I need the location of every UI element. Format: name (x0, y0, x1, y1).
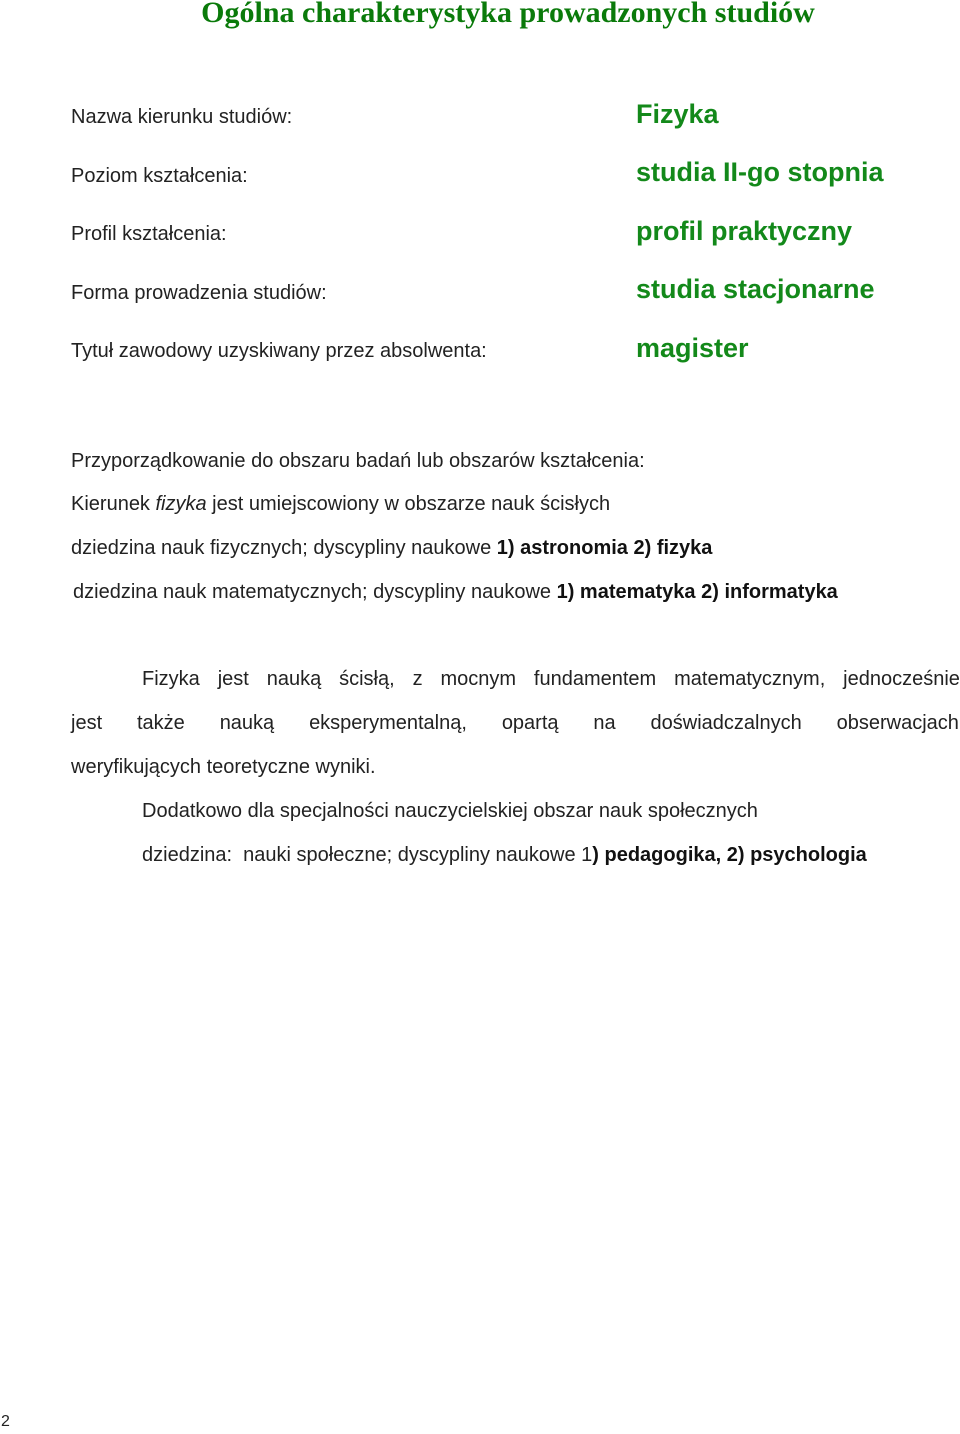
value-tytul: magister (636, 333, 749, 363)
word: nauką (266, 668, 322, 690)
word: jest (217, 668, 249, 690)
word: także (137, 712, 185, 734)
matematyczne-text: dziedzina nauk matematycznych; dyscypliny naukowe (73, 581, 557, 603)
value-kierunek: Fizyka (636, 99, 719, 129)
kierunek-prefix: Kierunek (71, 493, 156, 515)
dziedzina-spoleczna-disciplines: ) pedagogika, 2) psychologia (592, 844, 867, 866)
description-line-3: weryfikujących teoretyczne wyniki. (71, 756, 376, 778)
word: eksperymentalną, (309, 712, 467, 734)
dziedzina-spoleczna (142, 844, 867, 867)
kierunek-italic: fizyka (155, 493, 207, 515)
word: fundamentem (533, 668, 657, 690)
word: z (412, 668, 423, 690)
kierunek-suffix: jest umiejscowiony w obszarze nauk ścisłych (206, 493, 611, 515)
label-kierunek: Nazwa kierunku studiów: (71, 106, 293, 128)
label-poziom: Poziom kształcenia: (71, 165, 248, 187)
matematyczne-disciplines: 1) matematyka 2) informatyka (556, 581, 838, 603)
description-extra: Dodatkowo dla specjalności nauczycielskiej obszar nauk społecznych (142, 800, 758, 822)
dziedzina-fizyczna (71, 537, 712, 560)
dziedzina-spoleczna-text: dziedzina: nauki społeczne; dyscypliny naukowe 1 (142, 844, 593, 866)
fizyczne-disciplines: 1) astronomia 2) fizyka (496, 537, 713, 559)
word: ścisłą, (339, 668, 395, 690)
label-forma: Forma prowadzenia studiów: (71, 282, 327, 304)
word: doświadczalnych (650, 712, 802, 734)
description-line-2 (71, 712, 959, 735)
label-profil: Profil kształcenia: (71, 223, 227, 245)
kierunek-sentence (71, 493, 610, 516)
assignment-heading: Przyporządkowanie do obszaru badań lub obszarów kształcenia: (71, 450, 645, 472)
word: jest (71, 712, 103, 734)
value-poziom: studia II-go stopnia (636, 157, 884, 187)
label-tytul: Tytuł zawodowy uzyskiwany przez absolwenta: (71, 340, 487, 362)
word: Fizyka (142, 668, 200, 690)
dziedzina-matematyczna (73, 581, 838, 604)
word: mocnym (440, 668, 517, 690)
page-title: Ogólna charakterystyka prowadzonych studiów (201, 0, 815, 29)
word: jednocześnie (843, 668, 960, 690)
value-forma: studia stacjonarne (636, 274, 875, 304)
word: nauką (219, 712, 275, 734)
page-number: 2 (1, 1413, 10, 1430)
word: na (593, 712, 616, 734)
value-profil: profil praktyczny (636, 216, 853, 246)
word: opartą (501, 712, 559, 734)
word: matematycznym, (674, 668, 826, 690)
word: obserwacjach (836, 712, 959, 734)
fizyczne-text: dziedzina nauk fizycznych; dyscypliny naukowe (71, 537, 497, 559)
description-line-1 (142, 668, 960, 691)
